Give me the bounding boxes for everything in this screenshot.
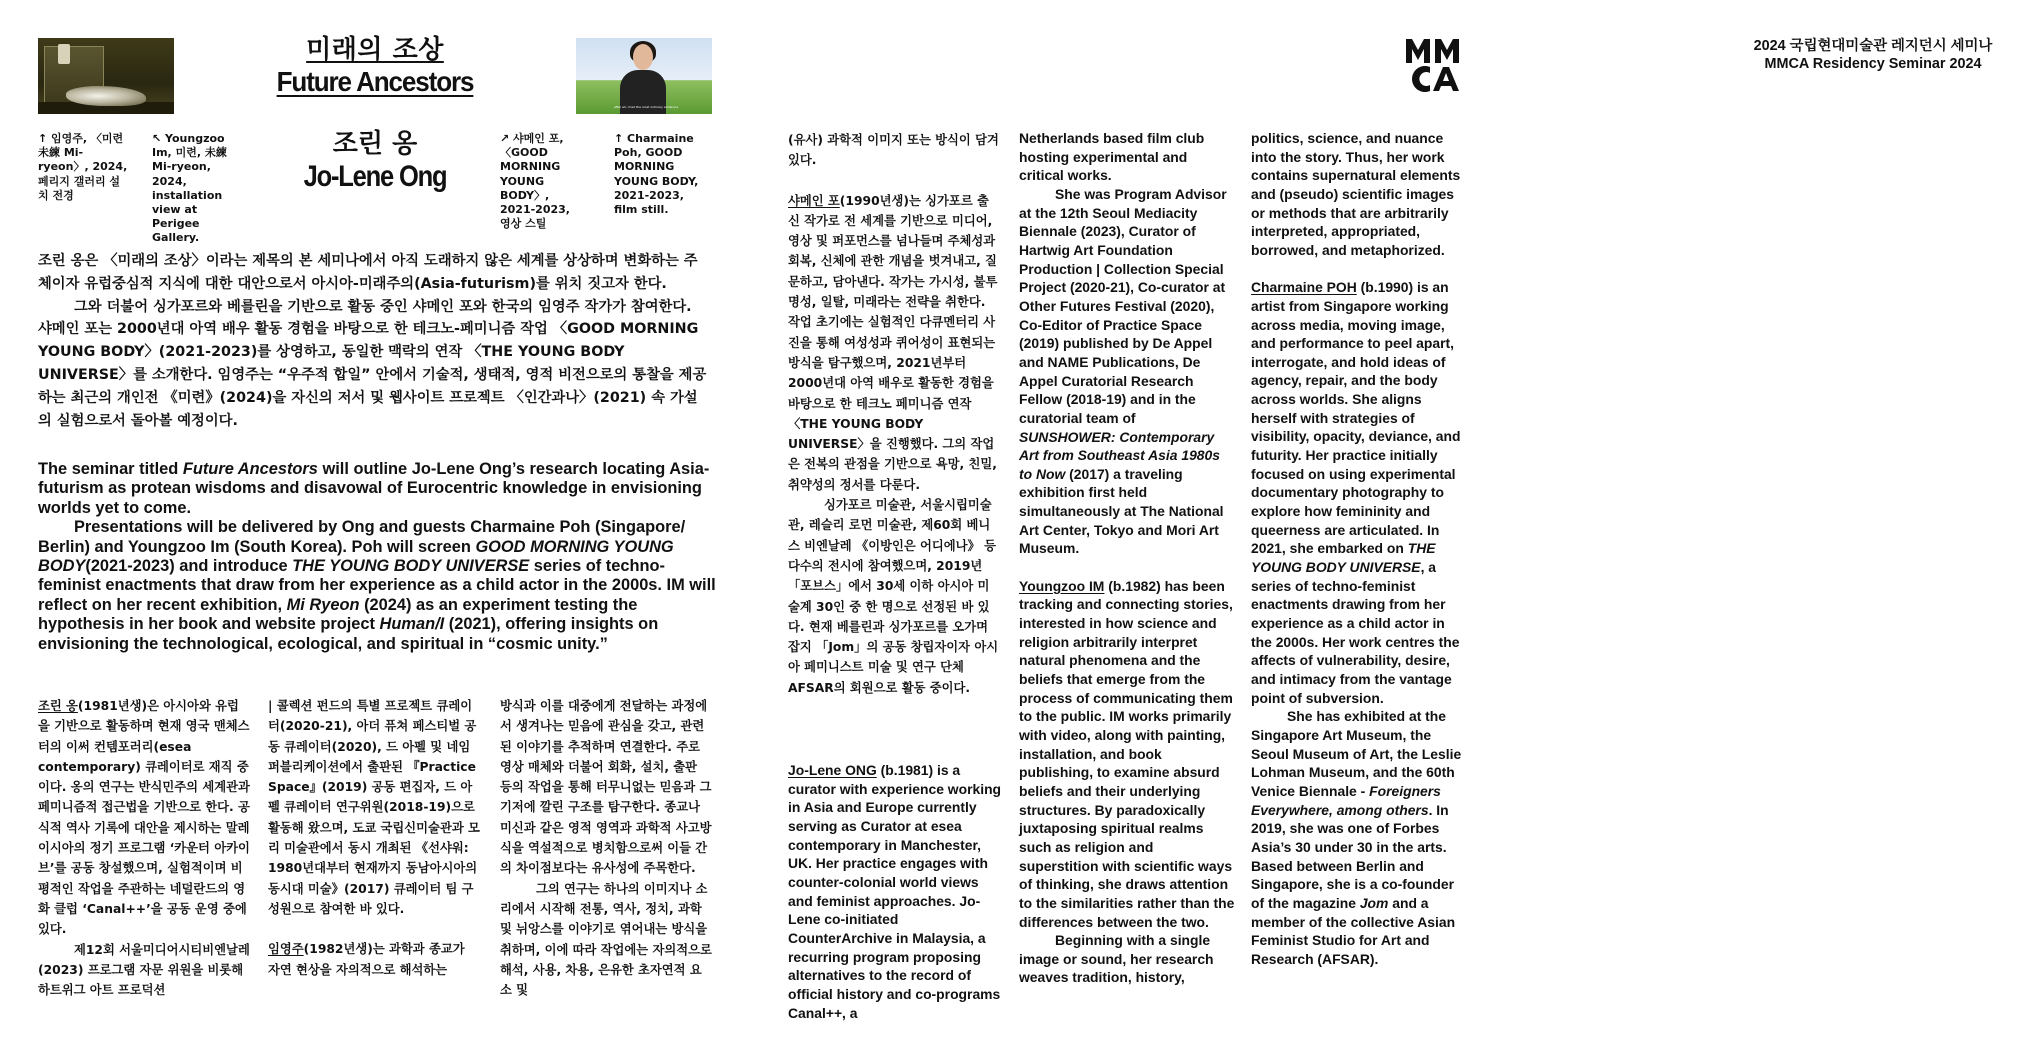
caption-installation-en: ↖ Youngzoo Im, 미련, 未練 Mi-ryeon, 2024, installation view at Perigee Gallery. [152, 132, 227, 245]
bio-ko-im-2: 그의 연구는 하나의 이미지나 소리에서 시작해 전통, 역사, 정치, 과학 및 뉘앙스를 이야기로 엮어내는 방식을 취하며, 이에 따라 작업에는 자의적으로 해석, 사용, 차용, 은유한 초자연적 요소 및 [500, 881, 712, 998]
seminar-header-en: MMCA Residency Seminar 2024 [1764, 56, 1982, 73]
bio-ko-ong-1: 조린 옹(1981년생)은 아시아와 유럽을 기반으로 활동하며 현재 영국 맨체스터의 이써 컨템포러리(esea contemporary) 큐레이터로 재직 중이다. 옹의 연구는 반식민주의 세계관과 페미니즘적 접근법을 기반으로 한다. 공식적 역사 기록에 대안을 제시하는 말레이시아의 정기 프로그램 ‘카운터 아카이브’를 공동 창설했으며, 실험적이며 비평적인 작업을 주관하는 네덜란드의 영화 클럽 ‘Canal++’을 공동 운영 중에 있다. [38, 699, 250, 937]
bio-ko-column-3 [500, 696, 712, 1000]
speaker-english: Jo-Lene Ong [303, 160, 447, 193]
bio-ko-ong-2-cont: | 콜렉션 펀드의 특별 프로젝트 큐레이터(2020-21), 아더 퓨쳐 페스티벌 공동 큐레이터(2020), 드 아펠 및 네임 퍼블리케이션에서 출판된 『Practice Space』(2019) 공동 편집자, 드 아펠 큐레이터 연구위원(2018-19)으로 활동해 왔으며, 도쿄 국립신미술관과 모리 미술관에서 동시 개최된 《선샤워: 1980년대부터 현재까지 동남아시아의 동시대 미술》(2017) 큐레이터 팀 구성원으로 참여한 바 있다. [268, 699, 480, 916]
sculpture-shape [66, 86, 146, 106]
bio-en-im-2: Beginning with a single image or sound, her research weaves tradition, history, [1019, 932, 1214, 986]
paragraph-gap [1251, 260, 1467, 279]
intro-en-paragraph-1: The seminar titled Future Ancestors will outline Jo-Lene Ong’s research locating Asia-futurism as protean wisdoms and disavowal of Eurocentric knowledge in envisioning worlds yet to come. [38, 460, 710, 517]
left-page [0, 0, 750, 1060]
title-korean: 미래의 조상 [306, 35, 444, 65]
bio-en-im-1: Youngzoo IM (b.1982) has been tracking and connecting stories, interested in how science and religion arbitrarily interpret natural phenomena and the beliefs that emerge from the process of communicating them to the public. IM works primarily with video, along with painting, installation, and book publishing, to examine absurd beliefs and their underlying structures. By paradoxically juxtaposing spiritual realms such as religion and superstition with scientific ways of thinking, she draws attention to the similarities rather than the differences between the two. [1019, 577, 1235, 930]
bio-ko-column-4 [788, 130, 1000, 698]
seminar-header-ko: 2024 국립현대미술관 레지던시 세미나 [1753, 38, 1993, 54]
film-subtitle: After all, I had the most ordinary existence [614, 105, 679, 109]
seminar-header [1718, 37, 2028, 74]
device-shape [58, 44, 70, 64]
installation-photo [38, 38, 174, 114]
title-english: Future Ancestors [276, 66, 474, 97]
mmca-logo [1403, 36, 1463, 94]
bio-en-poh-1: Charmaine POH (b.1990) is an artist from Singapore working across media, moving image, and performance to peel apart, interrogate, and hold ideas of agency, repair, and the body across worlds. She aligns herself with strategies of visibility, opacity, deviance, and futurity. Her practice initially focused on using experimental documentary photography to explore how femininity and queerness are articulated. In 2021, she embarked on THE YOUNG BODY UNIVERSE, a series of techno-feminist enactments drawing from her experience as a child actor in the 2000s. Her work centres the affects of vulnerability, desire, and intimacy from the vantage point of subversion. [1251, 279, 1461, 706]
speaker-name [270, 128, 480, 194]
intro-ko-paragraph-1: 조린 옹은 〈미래의 조상〉이라는 제목의 본 세미나에서 아직 도래하지 않은 세계를 상상하며 변화하는 주체이자 유럽중심적 지식에 대한 대안으로서 아시아-미래주의(Asia-futurism)를 위치 짓고자 한다. [38, 253, 698, 292]
bio-en-im-2-cont: politics, science, and nuance into the story. Thus, her work contains supernatural elements and (pseudo) scientific images or methods that are arbitrarily interpreted, appropriated, borrowed, and metaphorized. [1251, 130, 1461, 258]
bio-name-ong-ko: 조린 옹 [38, 699, 78, 713]
bio-name-ong-en: Jo-Lene ONG [788, 762, 877, 778]
bio-ko-im-2-cont: (유사) 과학적 이미지 또는 방식이 담겨 있다. [788, 133, 999, 168]
caption-installation-ko: ↑ 임영주, 〈미련 未練 Mi-ryeon〉, 2024, 페리지 갤러리 설치 전경 [38, 132, 128, 202]
paragraph-gap [268, 919, 480, 939]
caption-film-ko: ↗ 샤메인 포, 〈GOOD MORNING YOUNG BODY〉, 2021-2023, 영상 스틸 [500, 132, 570, 231]
bio-ko-column-1 [38, 696, 250, 1000]
bio-ko-poh-1: 샤메인 포(1990년생)는 싱가포르 출신 작가로 전 세계를 기반으로 미디어, 영상 및 퍼포먼스를 넘나들며 주체성과 회복, 신체에 관한 개념을 벗겨내고, 질문하고, 담아낸다. 작가는 가시성, 불투명성, 일탈, 미래라는 전략을 취한다. 작업 초기에는 실험적인 다큐멘터리 사진을 통해 여성성과 퀴어성이 표현되는 방식을 탐구했으며, 2021년부터 2000년대 아역 배우로 활동한 경험을 바탕으로 한 테크노 페미니즘 연작 〈THE YOUNG BODY UNIVERSE〉을 진행했다. 그의 작업은 전복의 관점을 기반으로 욕망, 친밀, 취약성의 정서를 다룬다. [788, 193, 998, 492]
intro-korean [38, 250, 710, 432]
bio-ko-ong-2: 제12회 서울미디어시티비엔날레(2023) 프로그램 자문 위원을 비롯해 하트위그 아트 프로덕션 [38, 942, 250, 998]
paragraph-gap [788, 171, 1000, 191]
bio-name-poh-en: Charmaine POH [1251, 279, 1357, 296]
bio-en-ong-1-cont: Netherlands based film club hosting experimental and critical works. [1019, 130, 1205, 184]
intro-english [38, 460, 716, 654]
bio-en-ong-1: Jo-Lene ONG (b.1981) is a curator with experience working in Asia and Europe currently serving as Curator at esea contemporary in Manchester, UK. Her practice engages with counter-colonial world views and feminist approaches. Jo-Lene co-initiated CounterArchive in Malaysia, a recurring program proposing alternatives to the record of official history and co-programs Canal++, a [788, 762, 1002, 1021]
bio-ko-im-1-cont: 방식과 이를 대중에게 전달하는 과정에서 생겨나는 믿음에 관심을 갖고, 관련된 이야기를 추적하며 연결한다. 주로 영상 매체와 더불어 회화, 설치, 출판 등의 작업을 통해 터무니없는 믿음과 그 기저에 깔린 구조를 탐구한다. 종교나 미신과 같은 영적 영역과 과학적 사고방식을 역설적으로 병치함으로써 이들 간의 차이점보다는 유사성에 주목한다. [500, 699, 712, 876]
caption-film-en: ↑ Charmaine Poh, GOOD MORNING YOUNG BODY, 2021-2023, film still. [614, 132, 699, 217]
bio-en-column-2 [1019, 129, 1235, 987]
intro-en-paragraph-2: Presentations will be delivered by Ong and guests Charmaine Poh (Singapore/ Berlin) and Youngzoo Im (South Korea). Poh will screen GOOD MORNING YOUNG BODY(2021-2023) and introduce THE YOUNG BODY UNIVERSE series of techno-feminist enactments that draw from her experience as a child actor in the 2000s. IM will reflect on her recent exhibition, Mi Ryeon (2024) as an experiment testing the hypothesis in her book and website project Human/I (2021), offering insights on envisioning the technological, ecological, and spiritual in “cosmic unity.” [38, 518, 716, 653]
bio-en-column-1 [788, 761, 1002, 1022]
bio-name-im-en: Youngzoo IM [1019, 577, 1105, 594]
film-still-photo [576, 38, 712, 114]
bio-ko-im-1: 임영주(1982년생)는 과학과 종교가 자연 현상을 자의적으로 해석하는 [268, 942, 465, 977]
bio-en-poh-2: She has exhibited at the Singapore Art Museum, the Seoul Museum of Art, the Leslie Lohman Museum, and the 60th Venice Biennale - Foreigners Everywhere, among others. In 2019, she was one of Forbes Asia’s 30 under 30 in the arts. Based between Berlin and Singapore, she is a co-founder of the magazine Jom and a member of the collective Asian Feminist Studio for Art and Research (AFSAR). [1251, 708, 1462, 967]
figure-face-shape [633, 44, 653, 70]
bio-ko-column-2 [268, 696, 480, 980]
bio-ko-poh-2: 싱가포르 미술관, 서울시립미술관, 레슬리 로먼 미술관, 제60회 베니스 비엔날레 《이방인은 어디에나》 등 다수의 전시에 참여했으며, 2019년 「포브스」에서 30세 이하 아시아 미술계 30인 중 한 명으로 선정된 바 있다. 현재 베를린과 싱가포르를 오가며 잡지 「Jom」의 공동 창립자이자 아시아 페미니스트 미술 및 연구 단체 AFSAR의 회원으로 활동 중이다. [788, 498, 999, 695]
bio-en-ong-2: She was Program Advisor at the 12th Seoul Mediacity Biennale (2023), Curator of Hartwig Art Foundation Production | Collection Special Project (2020-21), Co-curator at Other Futures Festival (2020), Co-Editor of Practice Space (2019) published by De Appel and NAME Publications, De Appel Curatorial Research Fellow (2018-19) and in the curatorial team of SUNSHOWER: Contemporary Art from Southeast Asia 1980s to Now (2017) a traveling exhibition first held simultaneously at The National Art Center, Tokyo and Mori Art Museum. [1019, 185, 1227, 557]
bio-en-column-3 [1251, 129, 1467, 968]
intro-ko-paragraph-2: 그와 더불어 싱가포르와 베를린을 기반으로 활동 중인 샤메인 포와 한국의 임영주 작가가 참여한다. 샤메인 포는 2000년대 아역 배우 활동 경험을 바탕으로 한 테크노-페미니즘 작업 〈GOOD MORNING YOUNG BODY〉(2021-2023)를 상영하고, 동일한 맥락의 연작 〈THE YOUNG BODY UNIVERSE〉를 소개한다. 임영주는 “우주적 합일” 안에서 기술적, 생태적, 영적 비전으로의 통찰을 제공하는 최근의 개인전 《미련》(2024)을 자신의 저서 및 웹사이트 프로젝트 〈인간과나〉(2021) 속 가설의 실험으로서 돌아볼 예정이다. [38, 298, 707, 429]
paragraph-gap [1019, 558, 1235, 577]
seminar-title [230, 34, 520, 98]
speaker-korean: 조린 옹 [332, 129, 418, 159]
